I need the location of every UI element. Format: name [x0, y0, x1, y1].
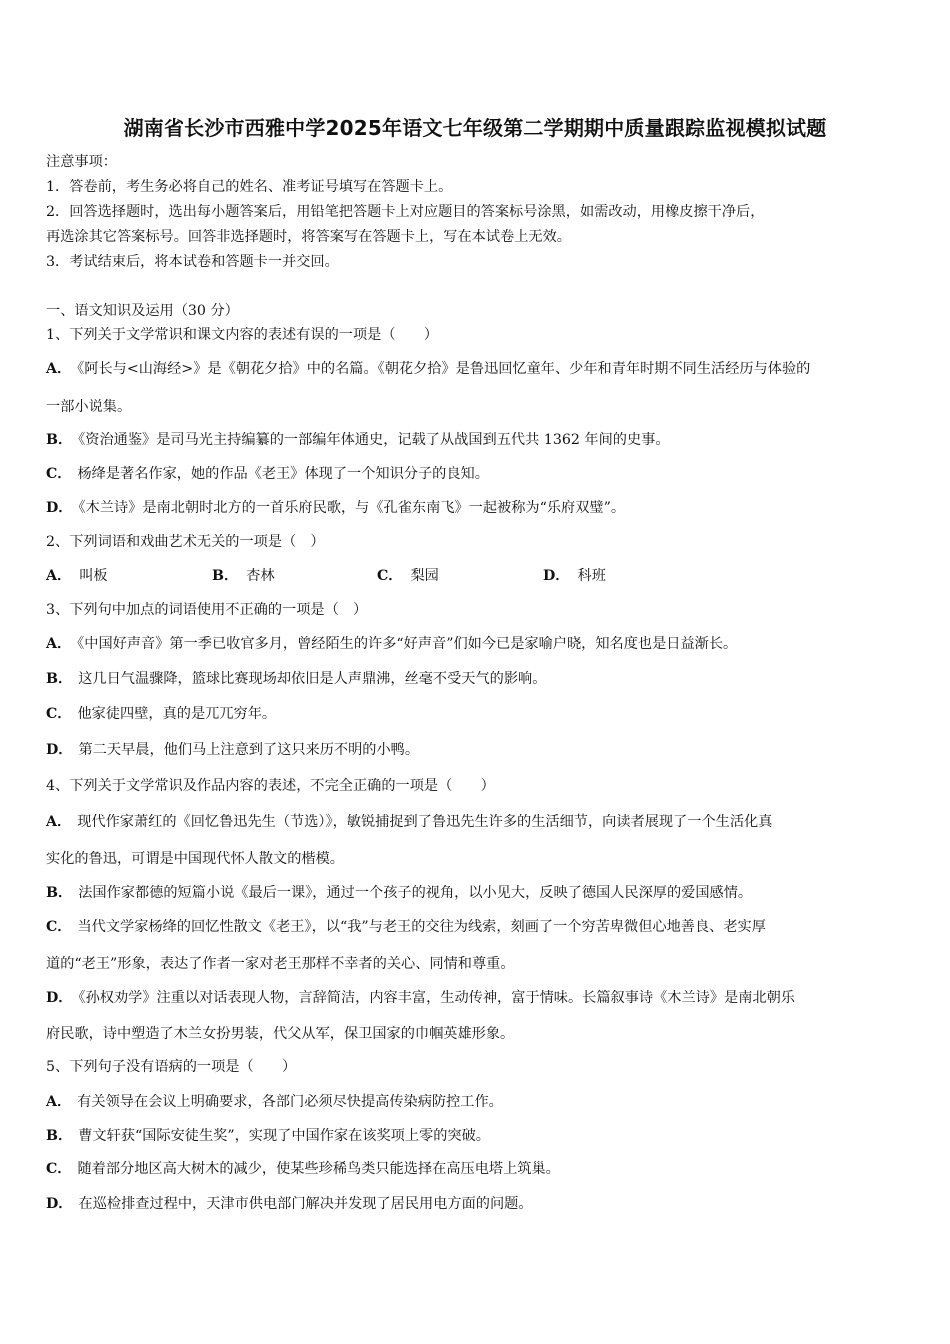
- q5-option-a: A． 有关领导在会议上明确要求，各部门必须尽快提高传染病防控工作。: [46, 1094, 503, 1110]
- notice-heading: 注意事项：: [46, 154, 117, 170]
- q3-option-c: C． 他家徒四壁，真的是兀兀穷年。: [46, 706, 277, 722]
- q2-option-d: D． 科班: [543, 568, 606, 584]
- q4-option-c: C． 当代文学家杨绛的回忆性散文《老王》，以“我”与老王的交往为线索，刻画了一个穷苦卑微但心地善良、老实厚: [46, 919, 766, 935]
- q2-option-b: B． 杏林: [212, 568, 275, 584]
- q2-option-c: C． 梨园: [377, 568, 439, 584]
- q1-option-b: B． 《资治通鉴》是司马光主持编纂的一部编年体通史，记载了从战国到五代共 1362 年间的史事。: [46, 432, 670, 448]
- q2-stem: 2、下列词语和戏曲艺术无关的一项是（ ）: [46, 534, 325, 550]
- q4-option-c-cont: 道的“老王”形象，表达了作者一家对老王那样不幸者的关心、同情和尊重。: [46, 956, 515, 972]
- q1-option-a-cont: 一部小说集。: [46, 399, 132, 415]
- q4-option-d: D． 《孙权劝学》注重以对话表现人物，言辞简洁，内容丰富，生动传神，富于情味。长篇叙事诗《木兰诗》是南北朝乐: [46, 990, 795, 1006]
- notice-item-2: 2．回答选择题时，选出每小题答案后，用铅笔把答题卡上对应题目的答案标号涂黑，如需改动，用橡皮擦干净后，: [46, 204, 765, 220]
- q1-option-a: A． 《阿长与<山海经>》是《朝花夕拾》中的名篇。《朝花夕拾》是鲁迅回忆童年、少年和青年时期不同生活经历与体验的: [46, 361, 811, 377]
- notice-item-1: 1．答卷前，考生务必将自己的姓名、准考证号填写在答题卡上。: [46, 179, 453, 195]
- q3-stem: 3、下列句中加点的词语使用不正确的一项是（ ）: [46, 602, 368, 618]
- page-title: 湖南省长沙市西雅中学2025年语文七年级第二学期期中质量跟踪监视模拟试题: [123, 116, 827, 140]
- q4-option-b: B． 法国作家都德的短篇小说《最后一课》，通过一个孩子的视角，以小见大，反映了德国人民深厚的爱国感情。: [46, 885, 753, 901]
- q1-option-d: D． 《木兰诗》是南北朝时北方的一首乐府民歌，与《孔雀东南飞》一起被称为“乐府双璧”。: [46, 500, 626, 516]
- q1-option-c: C． 杨绛是著名作家，她的作品《老王》体现了一个知识分子的良知。: [46, 466, 489, 482]
- q5-option-d: D． 在巡检排查过程中，天津市供电部门解决并发现了居民用电方面的问题。: [46, 1196, 533, 1212]
- q4-stem: 4、下列关于文学常识及作品内容的表述，不完全正确的一项是（ ）: [46, 778, 495, 794]
- section-heading: 一、语文知识及运用（30 分）: [46, 303, 239, 319]
- q5-option-c: C． 随着部分地区高大树木的减少，使某些珍稀鸟类只能选择在高压电塔上筑巢。: [46, 1161, 560, 1177]
- q1-stem: 1、下列关于文学常识和课文内容的表述有误的一项是（ ）: [46, 327, 439, 343]
- q4-option-a-cont: 实化的鲁迅，可谓是中国现代怀人散文的楷模。: [46, 851, 344, 867]
- q5-option-b: B． 曹文轩获“国际安徒生奖”，实现了中国作家在该奖项上零的突破。: [46, 1128, 490, 1144]
- q3-option-a: A． 《中国好声音》第一季已收官多月，曾经陌生的许多“好声音”们如今已是家喻户晓，知名度也是日益渐长。: [46, 636, 738, 652]
- q3-option-d: D． 第二天早晨，他们马上注意到了这只来历不明的小鸭。: [46, 742, 420, 758]
- q3-option-b: B． 这几日气温骤降，篮球比赛现场却依旧是人声鼎沸，丝毫不受天气的影响。: [46, 671, 547, 687]
- q5-stem: 5、下列句子没有语病的一项是（ ）: [46, 1059, 297, 1075]
- notice-item-3: 3．考试结束后，将本试卷和答题卡一并交回。: [46, 254, 339, 270]
- notice-item-2-cont: 再选涂其它答案标号。回答非选择题时，将答案写在答题卡上，写在本试卷上无效。: [46, 229, 571, 245]
- q4-option-d-cont: 府民歌，诗中塑造了木兰女扮男装，代父从军，保卫国家的巾帼英雄形象。: [46, 1026, 515, 1042]
- q2-option-a: A． 叫板: [46, 568, 108, 584]
- q4-option-a: A． 现代作家萧红的《回忆鲁迅先生（节选）》，敏锐捕捉到了鲁迅先生许多的生活细节，向读者展现了一个生活化真: [46, 814, 773, 830]
